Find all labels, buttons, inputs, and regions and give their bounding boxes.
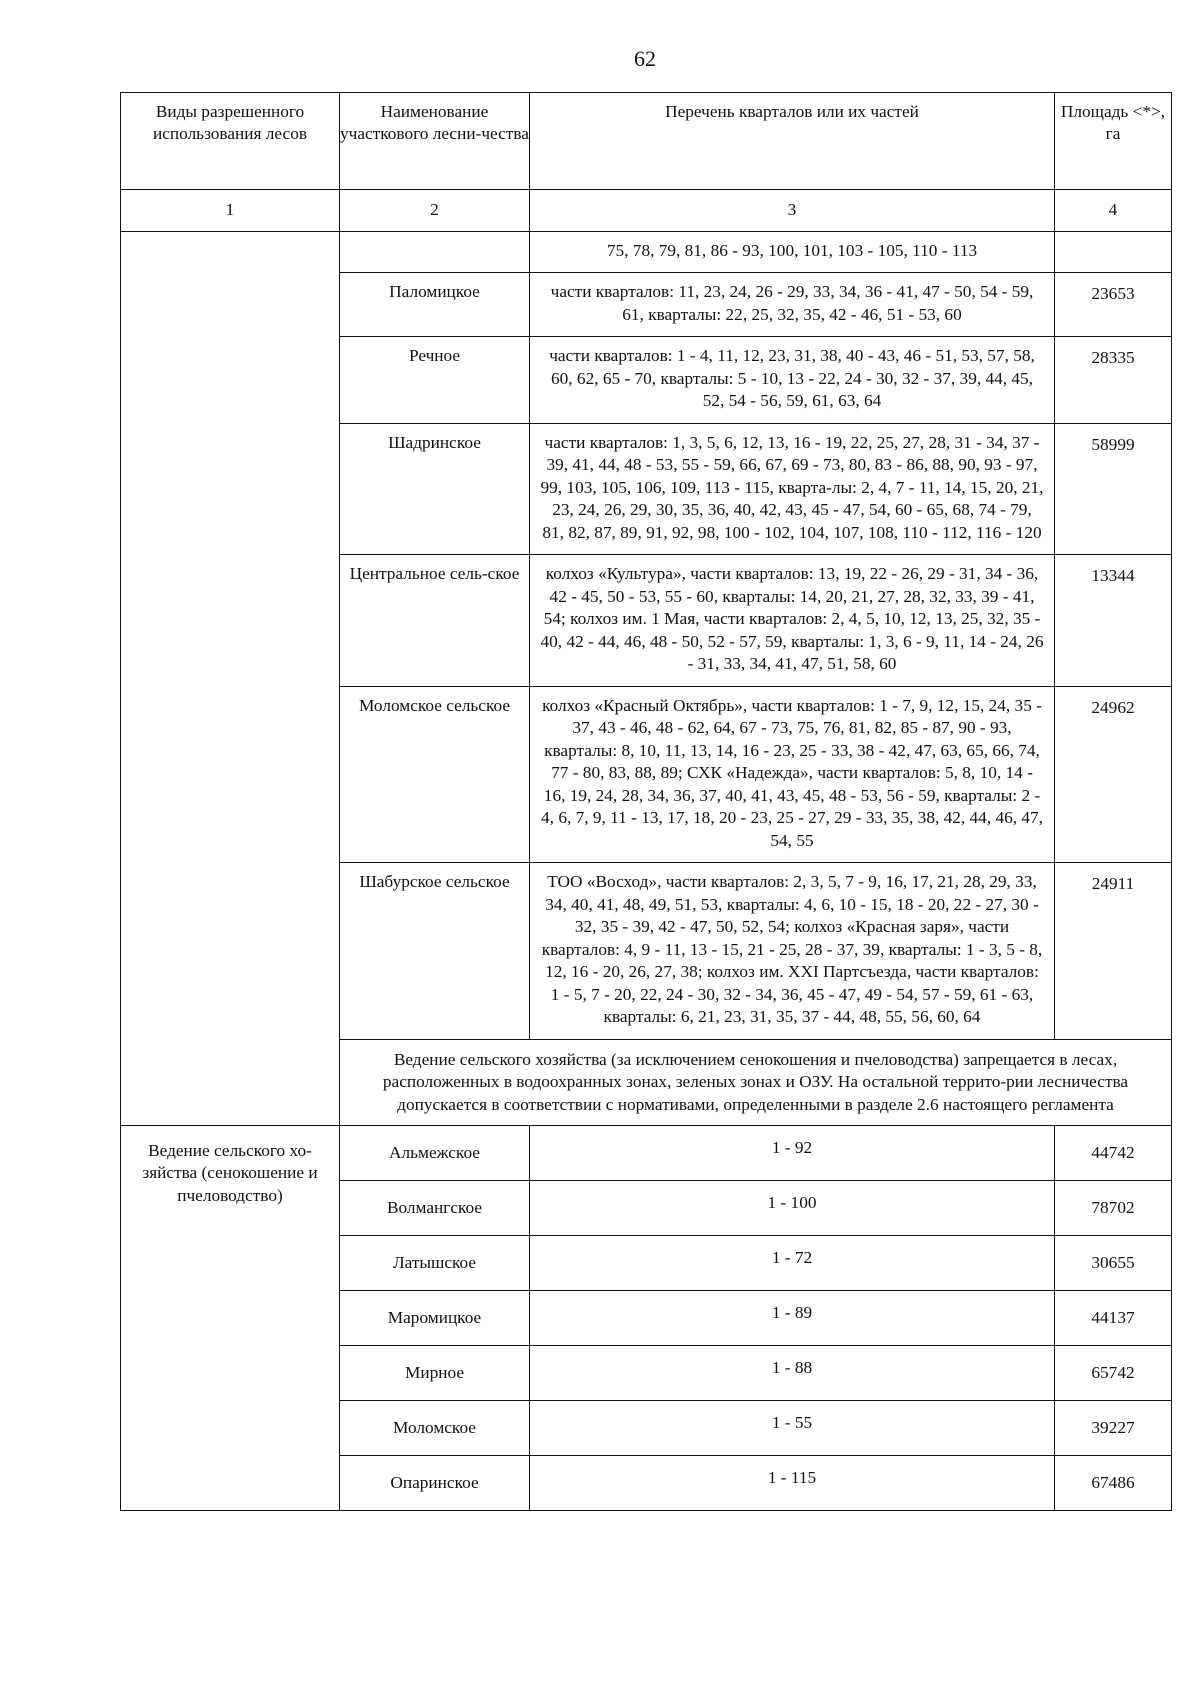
header-quarters-list: Перечень кварталов или их частей	[530, 93, 1055, 190]
area-value: 44137	[1055, 1290, 1172, 1345]
area-value	[1055, 232, 1172, 273]
forestry-name: Паломицкое	[340, 273, 530, 337]
quarters-list: 1 - 55	[530, 1400, 1055, 1455]
page-number: 62	[634, 46, 656, 71]
area-value: 13344	[1055, 555, 1172, 686]
column-number-row	[121, 190, 1172, 232]
forestry-name: Волмангское	[340, 1180, 530, 1235]
forestry-name: Моломское	[340, 1400, 530, 1455]
forestry-name: Шадринское	[340, 423, 530, 554]
column-number: 3	[530, 190, 1055, 232]
area-value: 78702	[1055, 1180, 1172, 1235]
quarters-list: 1 - 88	[530, 1345, 1055, 1400]
quarters-list: 1 - 92	[530, 1125, 1055, 1180]
area-value: 24911	[1055, 863, 1172, 1039]
forestry-name: Центральное сель-ское	[340, 555, 530, 686]
area-value: 67486	[1055, 1455, 1172, 1510]
area-value: 39227	[1055, 1400, 1172, 1455]
header-area: Площадь <*>, га	[1055, 93, 1172, 190]
quarters-list: части кварталов: 1, 3, 5, 6, 12, 13, 16 - 19, 22, 25, 27, 28, 31 - 34, 37 - 39, 41, 44, 48 - 53, 55 - 59, 66, 67, 69 - 73, 80, 83 - 86, 88, 90, 93 - 97, 99, 103, 105, 106, 109, 113 - 115, кварта-лы: 2, 4, 7 - 11, 14, 15, 20, 21, 23, 24, 26, 29, 30, 35, 36, 40, 42, 43, 45 - 47, 54, 60 - 65, 68, 74 - 79, 81, 82, 87, 89, 91, 92, 98, 100 - 102, 104, 107, 108, 110 - 112, 116 - 120	[530, 423, 1055, 554]
area-value: 28335	[1055, 337, 1172, 423]
header-row	[121, 93, 1172, 190]
use-type-label: Ведение сельского хо-зяйства (сенокошение и пчеловодство)	[121, 1125, 340, 1510]
forestry-name: Латышское	[340, 1235, 530, 1290]
quarters-list: части кварталов: 11, 23, 24, 26 - 29, 33, 34, 36 - 41, 47 - 50, 54 - 59, 61, кварталы: 22, 25, 32, 35, 42 - 46, 51 - 53, 60	[530, 273, 1055, 337]
area-value: 24962	[1055, 686, 1172, 862]
forestry-name: Речное	[340, 337, 530, 423]
forestry-name	[340, 232, 530, 273]
quarters-list: колхоз «Красный Октябрь», части кварталов: 1 - 7, 9, 12, 15, 24, 35 - 37, 43 - 46, 48 - 62, 64, 67 - 73, 75, 76, 81, 82, 85 - 87, 90 - 93, кварталы: 8, 10, 11, 13, 14, 16 - 23, 25 - 33, 38 - 42, 47, 63, 65, 66, 74, 77 - 80, 83, 88, 89; СХК «Надежда», части кварталов: 5, 8, 10, 14 - 16, 19, 24, 28, 34, 36, 37, 40, 41, 43, 45, 48 - 53, 56 - 59, кварталы: 2 - 4, 6, 7, 9, 11 - 13, 17, 18, 20 - 23, 25 - 27, 29 - 33, 35, 38, 42, 44, 46, 47, 54, 55	[530, 686, 1055, 862]
use-type-cell-continued	[121, 232, 340, 1126]
quarters-list: 1 - 72	[530, 1235, 1055, 1290]
forestry-name: Моломское сельское	[340, 686, 530, 862]
rule-text: Ведение сельского хозяйства (за исключением сенокошения и пчеловодства) запрещается в лесах, расположенных в водоохранных зонах, зеленых зонах и ОЗУ. На остальной террито-рии лесничества допускается в соответствии с нормативами, определенными в разделе 2.6 настоящего регламента	[340, 1039, 1172, 1125]
column-number: 1	[121, 190, 340, 232]
forestry-name: Мирное	[340, 1345, 530, 1400]
area-value: 30655	[1055, 1235, 1172, 1290]
area-value: 58999	[1055, 423, 1172, 554]
header-forestry-name: Наименование участкового лесни-чества	[340, 93, 530, 190]
header-use-type: Виды разрешенного использования лесов	[121, 93, 340, 190]
forestry-name: Шабурское сельское	[340, 863, 530, 1039]
quarters-list: колхоз «Культура», части кварталов: 13, 19, 22 - 26, 29 - 31, 34 - 36, 42 - 45, 50 - 53, 55 - 60, кварталы: 14, 20, 21, 27, 28, 32, 33, 39 - 41, 54; колхоз им. 1 Мая, части кварталов: 2, 4, 5, 10, 12, 13, 25, 32, 35 - 40, 42 - 44, 46, 48 - 50, 52 - 57, 59, кварталы: 1, 3, 6 - 9, 11, 14 - 24, 26 - 31, 33, 34, 41, 47, 51, 58, 60	[530, 555, 1055, 686]
quarters-list: 1 - 100	[530, 1180, 1055, 1235]
forestry-name: Альмежское	[340, 1125, 530, 1180]
quarters-list: 1 - 89	[530, 1290, 1055, 1345]
forestry-name: Опаринское	[340, 1455, 530, 1510]
quarters-list: 75, 78, 79, 81, 86 - 93, 100, 101, 103 - 105, 110 - 113	[530, 232, 1055, 273]
column-number: 2	[340, 190, 530, 232]
forestry-name: Маромицкое	[340, 1290, 530, 1345]
table-row	[121, 1125, 1172, 1180]
quarters-list: ТОО «Восход», части кварталов: 2, 3, 5, 7 - 9, 16, 17, 21, 28, 29, 33, 34, 40, 41, 48, 49, 51, 53, кварталы: 4, 6, 10 - 15, 18 - 20, 22 - 27, 30 - 32, 35 - 39, 42 - 47, 50, 52, 54; колхоз «Красная заря», части кварталов: 4, 9 - 11, 13 - 15, 21 - 25, 28 - 37, 39, кварталы: 1 - 3, 5 - 8, 12, 16 - 20, 26, 27, 38; колхоз им. XXI Партсъезда, части кварталов: 1 - 5, 7 - 20, 22, 24 - 30, 32 - 34, 36, 45 - 47, 49 - 54, 57 - 59, 61 - 63, кварталы: 6, 21, 23, 31, 35, 37 - 44, 48, 55, 56, 60, 64	[530, 863, 1055, 1039]
column-number: 4	[1055, 190, 1172, 232]
quarters-list: части кварталов: 1 - 4, 11, 12, 23, 31, 38, 40 - 43, 46 - 51, 53, 57, 58, 60, 62, 65 - 70, кварталы: 5 - 10, 13 - 22, 24 - 30, 32 - 37, 39, 44, 45, 52, 54 - 56, 59, 61, 63, 64	[530, 337, 1055, 423]
area-value: 44742	[1055, 1125, 1172, 1180]
forest-use-table	[120, 92, 1172, 1511]
table-row	[121, 232, 1172, 273]
area-value: 65742	[1055, 1345, 1172, 1400]
area-value: 23653	[1055, 273, 1172, 337]
quarters-list: 1 - 115	[530, 1455, 1055, 1510]
